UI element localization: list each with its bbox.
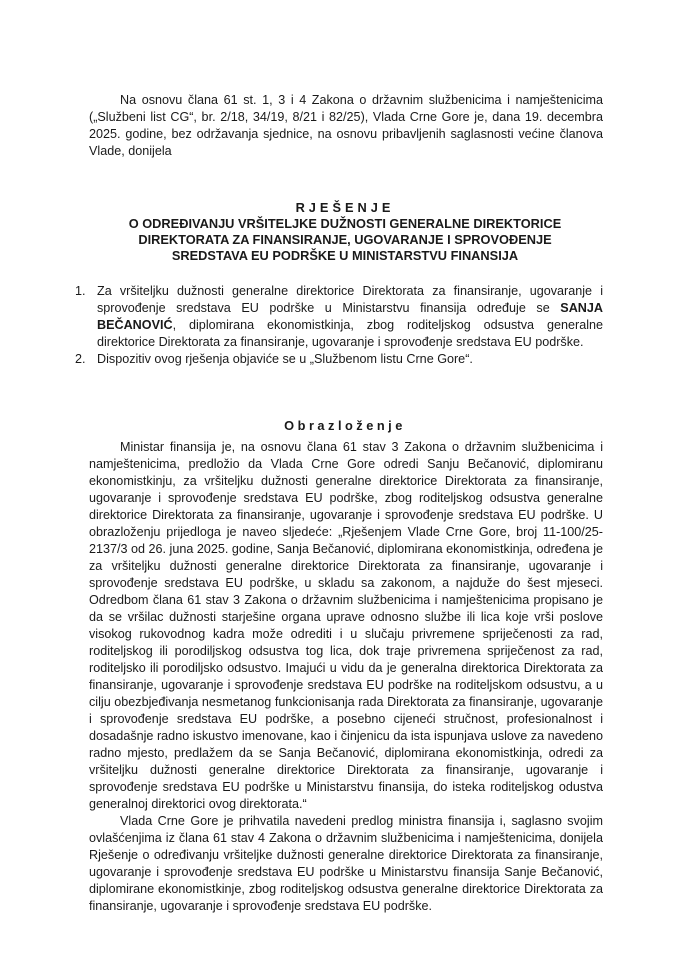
decision-title bbox=[60, 200, 630, 264]
explanation-paragraph-1: Ministar finansija je, na osnovu člana 61 stav 3 Zakona o državnim službenicima i namještenicima, predložio da Vlada Crne Gore odredi Sanju Bečanović, diplomiranu ekonomistkinju, za vršiteljku dužnosti generalne direktorice Direktorata za finansiranje, ugovaranje i sprovođenje sredstava EU podrške, zbog roditeljskog odsustva generalne direktorice Direktorata za finansiranje, ugovaranje i sprovođenje sredstava EU podrške. U obrazloženju prijedloga je naveo sljedeće: „Rješenjem Vlade Crne Gore, broj 11-100/25-2137/3 od 26. juna 2025. godine, Sanja Bečanović, diplomirana ekonomistkinja, određena je za vršiteljku dužnosti generalne direktorice Direktorata za finansiranje, ugovaranje i sprovođenje sredstava EU podrške, u skladu sa zakonom, a najduže do šest mjeseci. Odredbom člana 61 stav 3 Zakona o državnim službenicima i namještenicima propisano je da se vršilac dužnosti starješine organa uprave odnosno službe ili lica koje vrši poslove visokog rukovodnog kadra može odrediti i u slučaju privremene spriječenosti za rad, roditeljskog ili porodiljskog odsustva tog lica, dok traje privremena spriječenost za rad, roditeljsko ili porodiljsko odsustvo. Imajući u vidu da je generalna direktorica Direktorata za finansiranje, ugovaranje i sprovođenje sredstava EU podrške na roditeljskom odsustvu, a u cilju obezbjeđivanja nesmetanog funkcionisanja rada Direktorata za finansiranje, ugovaranje i sprovođenje sredstava EU podrške, a posebno cijeneći stručnost, profesionalnost i dosadašnje radno iskustvo imenovane, kao i činjenicu da ista ispunjava uslove za navedeno radno mjesto, predlažem da se Sanja Bečanović, diplomirana ekonomistkinja, odredi za vršiteljku dužnosti generalne direktorice Direktorata za finansiranje, ugovaranje i sprovođenje sredstava EU podrške u Ministarstvu finansija, do isteka roditeljskog odustva generalnoj direktorici ovog direktorata.“ bbox=[89, 440, 603, 811]
item-text: Za vršiteljku dužnosti generalne direktorice Direktorata za finansiranje, ugovaranje i sprovođenje sredstava EU podrške u Ministarstvu finansija određuje se bbox=[97, 284, 603, 315]
decision-item bbox=[75, 283, 603, 351]
item-text-after: , diplomirana ekonomistkinja, zbog roditeljskog odsustva generalne direktorice Direktorata za finansiranje, ugovaranje i sprovođenje sredstava EU podrške. bbox=[97, 318, 603, 349]
title-line-2: DIREKTORATA ZA FINANSIRANJE, UGOVARANJE I SPROVOĐENJE bbox=[138, 232, 552, 247]
item-text: Dispozitiv ovog rješenja objaviće se u „Službenom listu Crne Gore“. bbox=[97, 352, 473, 366]
decision-items bbox=[75, 283, 603, 368]
explanation-paragraph-2: Vlada Crne Gore je prihvatila navedeni predlog ministra finansija i, saglasno svojim ovlašćenjima iz člana 61 stav 4 Zakona o državnim službenicima i namještenicima, donijela Rješenje o određivanju vršiteljke dužnosti generalne direktorice Direktorata za finansiranje, ugovaranje i sprovođenje sredstava EU podrške u Ministarstvu finansija Sanje Bečanović, diplomirane ekonomistkinje, zbog roditeljskog odsustva generalne direktorice Direktorata za finansiranje, ugovaranje i sprovođenje sredstava EU podrške. bbox=[89, 814, 603, 913]
title-line-1: O ODREĐIVANJU VRŠITELJKE DUŽNOSTI GENERALNE DIREKTORICE bbox=[128, 216, 562, 231]
explanation-heading: Obrazloženje bbox=[284, 418, 406, 433]
decision-item bbox=[75, 351, 603, 368]
preamble-paragraph: Na osnovu člana 61 st. 1, 3 i 4 Zakona o državnim službenicima i namještenicima („Službeni list CG“, br. 2/18, 34/19, 8/21 i 82/25), Vlada Crne Gore je, dana 19. decembra 2025. godine, bez održavanja sjednice, na osnovu pribavljenih saglasnosti većine članova Vlade, donijela bbox=[89, 93, 603, 158]
title-line-3: SREDSTAVA EU PODRŠKE U MINISTARSTVU FINANSIJA bbox=[171, 248, 519, 263]
decision-heading: RJEŠENJE bbox=[295, 200, 395, 215]
item-number: 2. bbox=[75, 352, 86, 366]
item-number: 1. bbox=[75, 284, 86, 298]
appointee-name: SANJA BEČANOVIĆ bbox=[97, 301, 603, 332]
